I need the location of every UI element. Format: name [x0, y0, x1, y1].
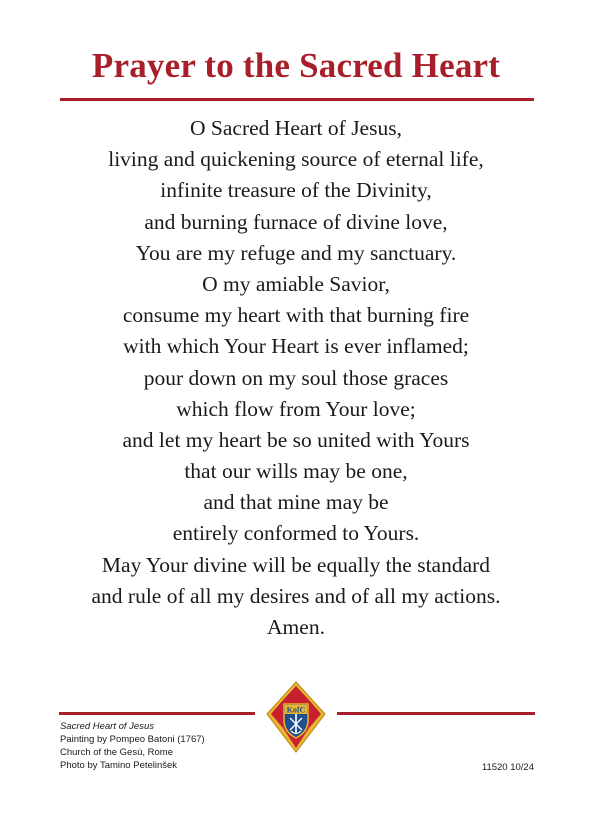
prayer-line: and that mine may be: [203, 490, 389, 515]
prayer-amen: Amen.: [267, 615, 325, 639]
prayer-line: May Your divine will be equally the standard: [101, 552, 491, 577]
emblem-text: KofC: [286, 705, 306, 715]
page-title: Prayer to the Sacred Heart: [91, 46, 501, 85]
footer-divider-right: [337, 712, 535, 715]
knights-of-columbus-emblem-icon: [265, 680, 327, 754]
title-divider: [60, 98, 534, 101]
prayer-line: and let my heart be so united with Yours: [122, 427, 470, 452]
prayer-text: [20, 113, 572, 643]
prayer-line: O Sacred Heart of Jesus,: [190, 116, 402, 140]
prayer-line: that our wills may be one,: [184, 459, 408, 484]
painting-artist: Painting by Pompeo Batoni (1767): [60, 734, 205, 745]
prayer-line: entirely conformed to Yours.: [172, 521, 420, 546]
prayer-line: O my amiable Savior,: [202, 271, 390, 296]
painting-location: Church of the Gesù, Rome: [60, 747, 173, 758]
prayer-line: You are my refuge and my sanctuary.: [135, 240, 457, 265]
prayer-line: with which Your Heart is ever inflamed;: [123, 334, 469, 359]
photo-credit: Photo by Tamino Petelinšek: [60, 760, 178, 771]
prayer-line: living and quickening source of eternal life,: [108, 147, 484, 172]
image-credits: [60, 720, 205, 772]
prayer-line: and burning furnace of divine love,: [144, 209, 448, 234]
prayer-line: pour down on my soul those graces: [143, 365, 449, 390]
prayer-line: and rule of all my desires and of all my actions.: [91, 583, 501, 608]
prayer-line: which flow from Your love;: [176, 396, 416, 421]
painting-title: Sacred Heart of Jesus: [60, 721, 154, 732]
item-code: 11520 10/24: [481, 762, 534, 773]
prayer-line: infinite treasure of the Divinity,: [160, 178, 432, 203]
footer-divider-left: [59, 712, 255, 715]
prayer-line: consume my heart with that burning fire: [122, 303, 470, 328]
